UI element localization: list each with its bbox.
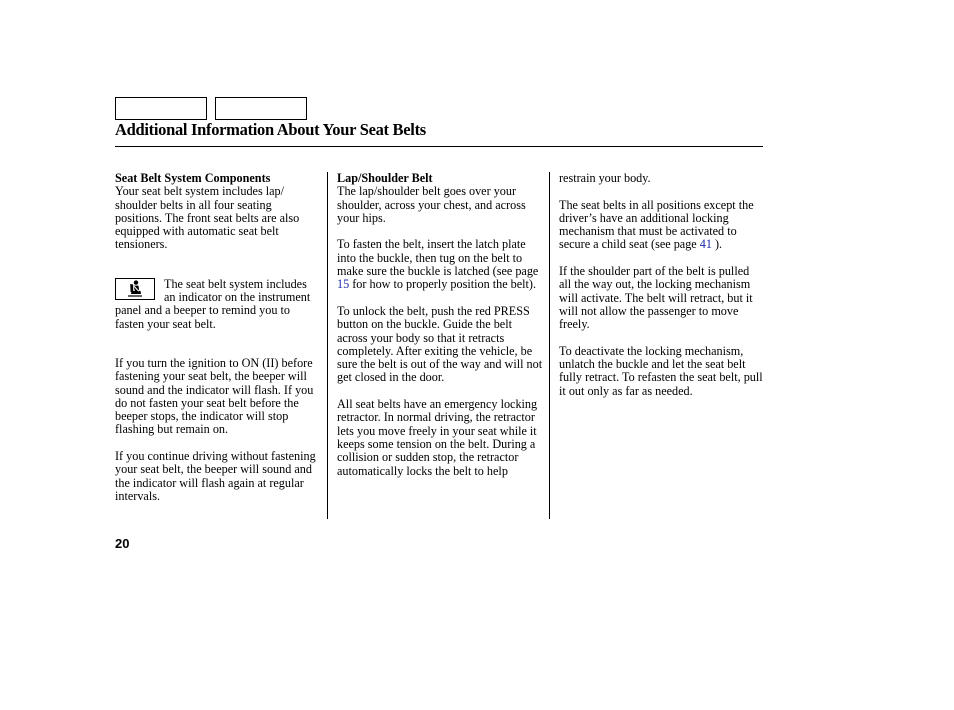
column-locking-mechanism [559,172,763,411]
nav-tab-table-of-contents[interactable] [215,97,307,120]
fasten-text-before: To fasten the belt, insert the latch plate into the buckle, then tug on the belt to make sure the buckle is latched (see page [337,237,539,279]
nav-tab-main-menu[interactable] [115,97,207,120]
page-title: Additional Information About Your Seat Belts [115,120,426,139]
continuation-text: restrain your body. [559,171,651,185]
seat-belt-reminder-icon-graphic [125,280,145,298]
page-link-41[interactable]: 41 [699,237,712,252]
continue-driving-paragraph: If you continue driving without fastening your seat belt, the beeper will sound and the indicator will flash again at regular intervals. [115,449,316,503]
column-divider [549,172,550,519]
lap-shoulder-intro: The lap/shoulder belt goes over your shoulder, across your chest, and across your hips. [337,184,526,225]
column-seat-belt-components [115,172,321,517]
fasten-text-after: for how to properly position the belt). [349,277,537,292]
column-lap-shoulder-belt [337,172,543,491]
indicator-text: The seat belt system includes an indicator on the instrument panel and a beeper to remind you to fasten your seat belt. [115,276,311,331]
section-heading-lap-shoulder: Lap/Shoulder Belt [337,171,433,185]
components-intro: Your seat belt system includes lap/ shoulder belts in all four seating positions. The front seat belts are also equipped with automatic seat belt tensioners. [115,184,300,252]
column-divider [327,172,328,519]
ignition-paragraph: If you turn the ignition to ON (II) before fastening your seat belt, the beeper will sound and the indicator will flash. If you do not fasten your seat belt before the beeper stops, the indicator will stop flashing but remain on. [115,355,314,437]
shoulder-paragraph: If the shoulder part of the belt is pulled all the way out, the locking mechanism will activate. The belt will retract, but it will not allow the passenger to move freely. [559,264,753,332]
seat-belt-reminder-icon [115,278,155,300]
section-heading-components: Seat Belt System Components [115,171,271,185]
indicator-paragraph [115,278,321,331]
page-link-15[interactable]: 15 [337,277,350,292]
page-number: 20 [115,536,130,551]
locking-text-after: ). [711,237,723,252]
deactivate-paragraph: To deactivate the locking mechanism, unlatch the buckle and let the seat belt fully retract. To refasten the seat belt, pull it out only as far as needed. [559,343,763,398]
locking-text-before: The seat belts in all positions except the driver’s have an additional locking mechanism that must be activated to secure a child seat (see page [559,197,754,252]
unlock-paragraph: To unlock the belt, push the red PRESS button on the buckle. Guide the belt across your body so that it retracts completely. After exiting the vehicle, be sure the belt is out of the way and will not get closed in the door. [337,303,543,385]
retractor-paragraph: All seat belts have an emergency locking retractor. In normal driving, the retractor lets you move freely in your seat while it keeps some tension on the belt. During a collision or sudden stop, the retractor automatically locks the belt to help [337,397,538,478]
title-divider [115,146,763,147]
locking-paragraph [559,199,763,252]
fasten-paragraph [337,238,543,291]
